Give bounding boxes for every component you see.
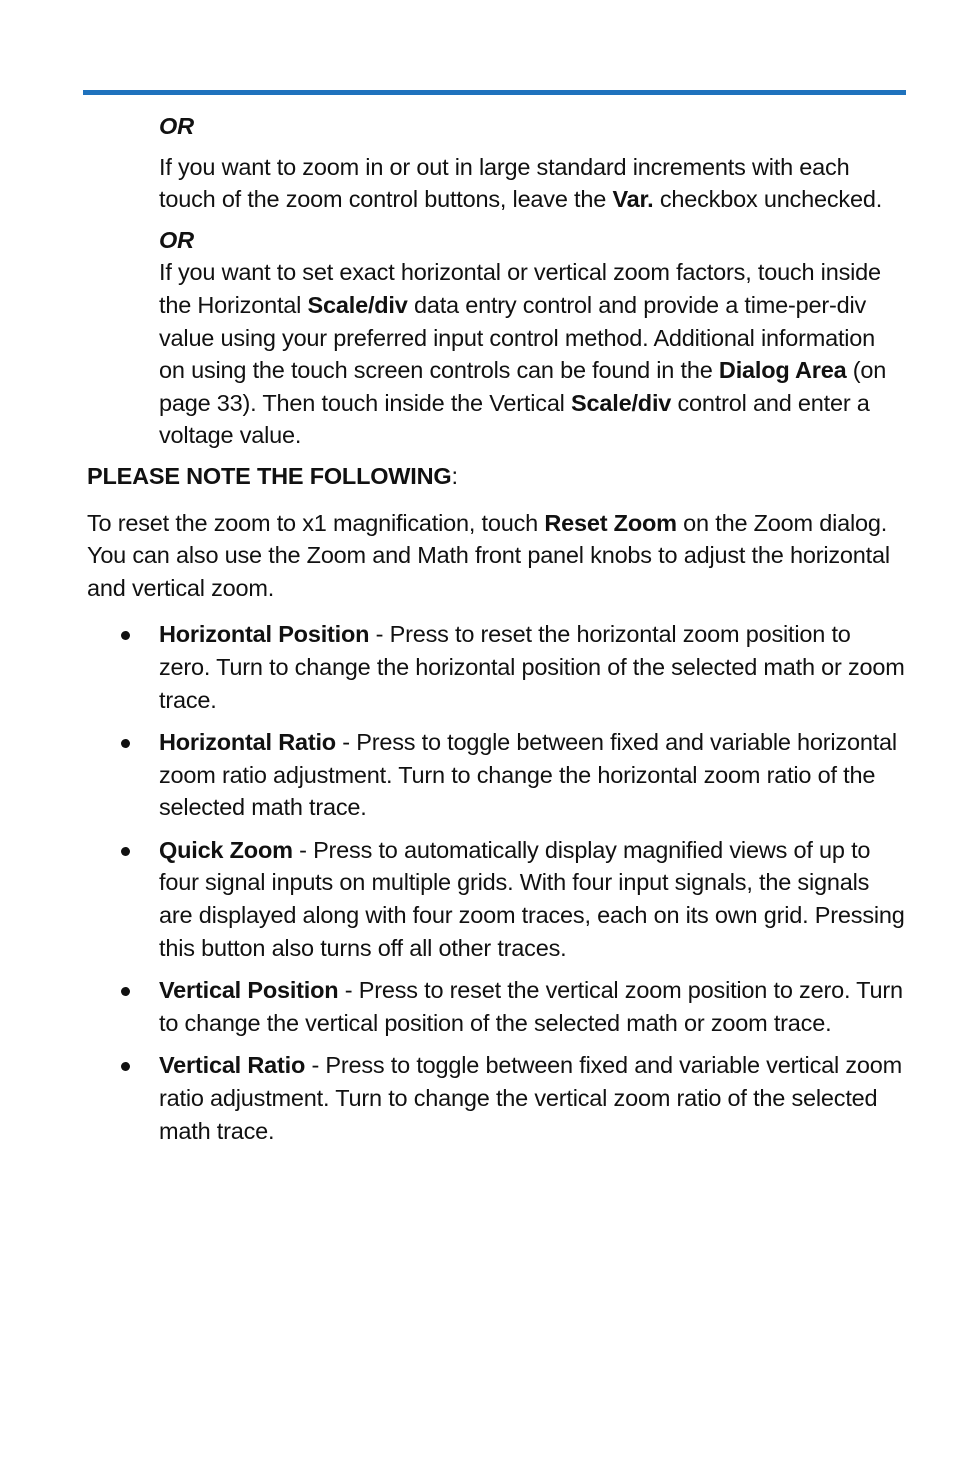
scale-div-term: Scale/div [571,389,672,416]
bullet-description: - Press to reset the vertical zoom position to zero. Turn to change the vertical position of the selected math or zoom trace. [159,977,903,1036]
paragraph-text: on the Zoom dialog. You can also use the Zoom and Math front panel knobs to adjust the horizontal and vertical zoom. [87,509,890,601]
header-rule [83,90,906,95]
options-block [159,110,905,452]
paragraph-text: To reset the zoom to x1 magnification, touch [87,509,545,536]
list-item [87,974,905,1039]
paragraph-text: If you want to set exact horizontal or vertical zoom factors, touch inside the Horizontal [159,259,881,318]
knob-bullet-list [87,618,905,1147]
bullet-description: - Press to toggle between fixed and variable vertical zoom ratio adjustment. Turn to change the vertical zoom ratio of the selected math trace. [159,1052,903,1144]
note-heading [87,460,905,493]
paragraph-text: data entry control and provide a time-per-div value using your preferred input control method. Additional information on using the touch screen controls can be found in the [159,291,876,384]
bullet-icon [121,847,130,856]
reset-zoom-term: Reset Zoom [544,509,677,536]
bullet-icon [121,739,130,748]
bullet-term: Quick Zoom [159,836,293,863]
page-content [87,110,905,1157]
bullet-icon [121,631,130,640]
bullet-icon [121,987,130,996]
dialog-area-link[interactable]: Dialog Area [718,357,847,384]
scale-div-term: Scale/div [307,291,408,318]
or-label: OR [159,226,194,253]
var-checkbox-term: Var. [612,186,654,213]
exact-zoom-paragraph [159,256,905,452]
paragraph-text: control and enter a voltage value. [159,389,870,449]
bullet-description: - Press to toggle between fixed and variable horizontal zoom ratio adjustment. Turn to change the horizontal zoom ratio of the selected math trace. [159,729,897,821]
reset-zoom-paragraph [87,507,905,605]
bullet-description: - Press to reset the horizontal zoom position to zero. Turn to change the horizontal position of the selected math or zoom trace. [159,621,905,713]
bullet-term: Vertical Position [159,977,339,1004]
bullet-term: Horizontal Position [159,621,370,648]
note-heading-bold: PLEASE NOTE THE FOLLOWING [87,462,452,489]
bullet-term: Vertical Ratio [159,1052,306,1079]
list-item [87,726,905,824]
bullet-icon [121,1062,130,1071]
list-item [87,1049,905,1147]
note-heading-suffix: : [451,462,458,489]
paragraph-text: If you want to zoom in or out in large standard increments with each touch of the zoom control buttons, leave the [159,153,850,213]
list-item [87,834,905,964]
bullet-description: - Press to automatically display magnified views of up to four signal inputs on multiple grids. With four input signals, the signals are displayed along with four zoom traces, each on its own grid. Pressing this button also turns off all other traces. [159,836,905,961]
list-item [87,618,905,716]
large-increments-paragraph [159,151,905,216]
paragraph-text: checkbox unchecked. [653,186,883,213]
or-label: OR [159,113,194,139]
paragraph-text: (on page 33). Then touch inside the Vertical [159,357,887,416]
bullet-term: Horizontal Ratio [159,729,336,756]
